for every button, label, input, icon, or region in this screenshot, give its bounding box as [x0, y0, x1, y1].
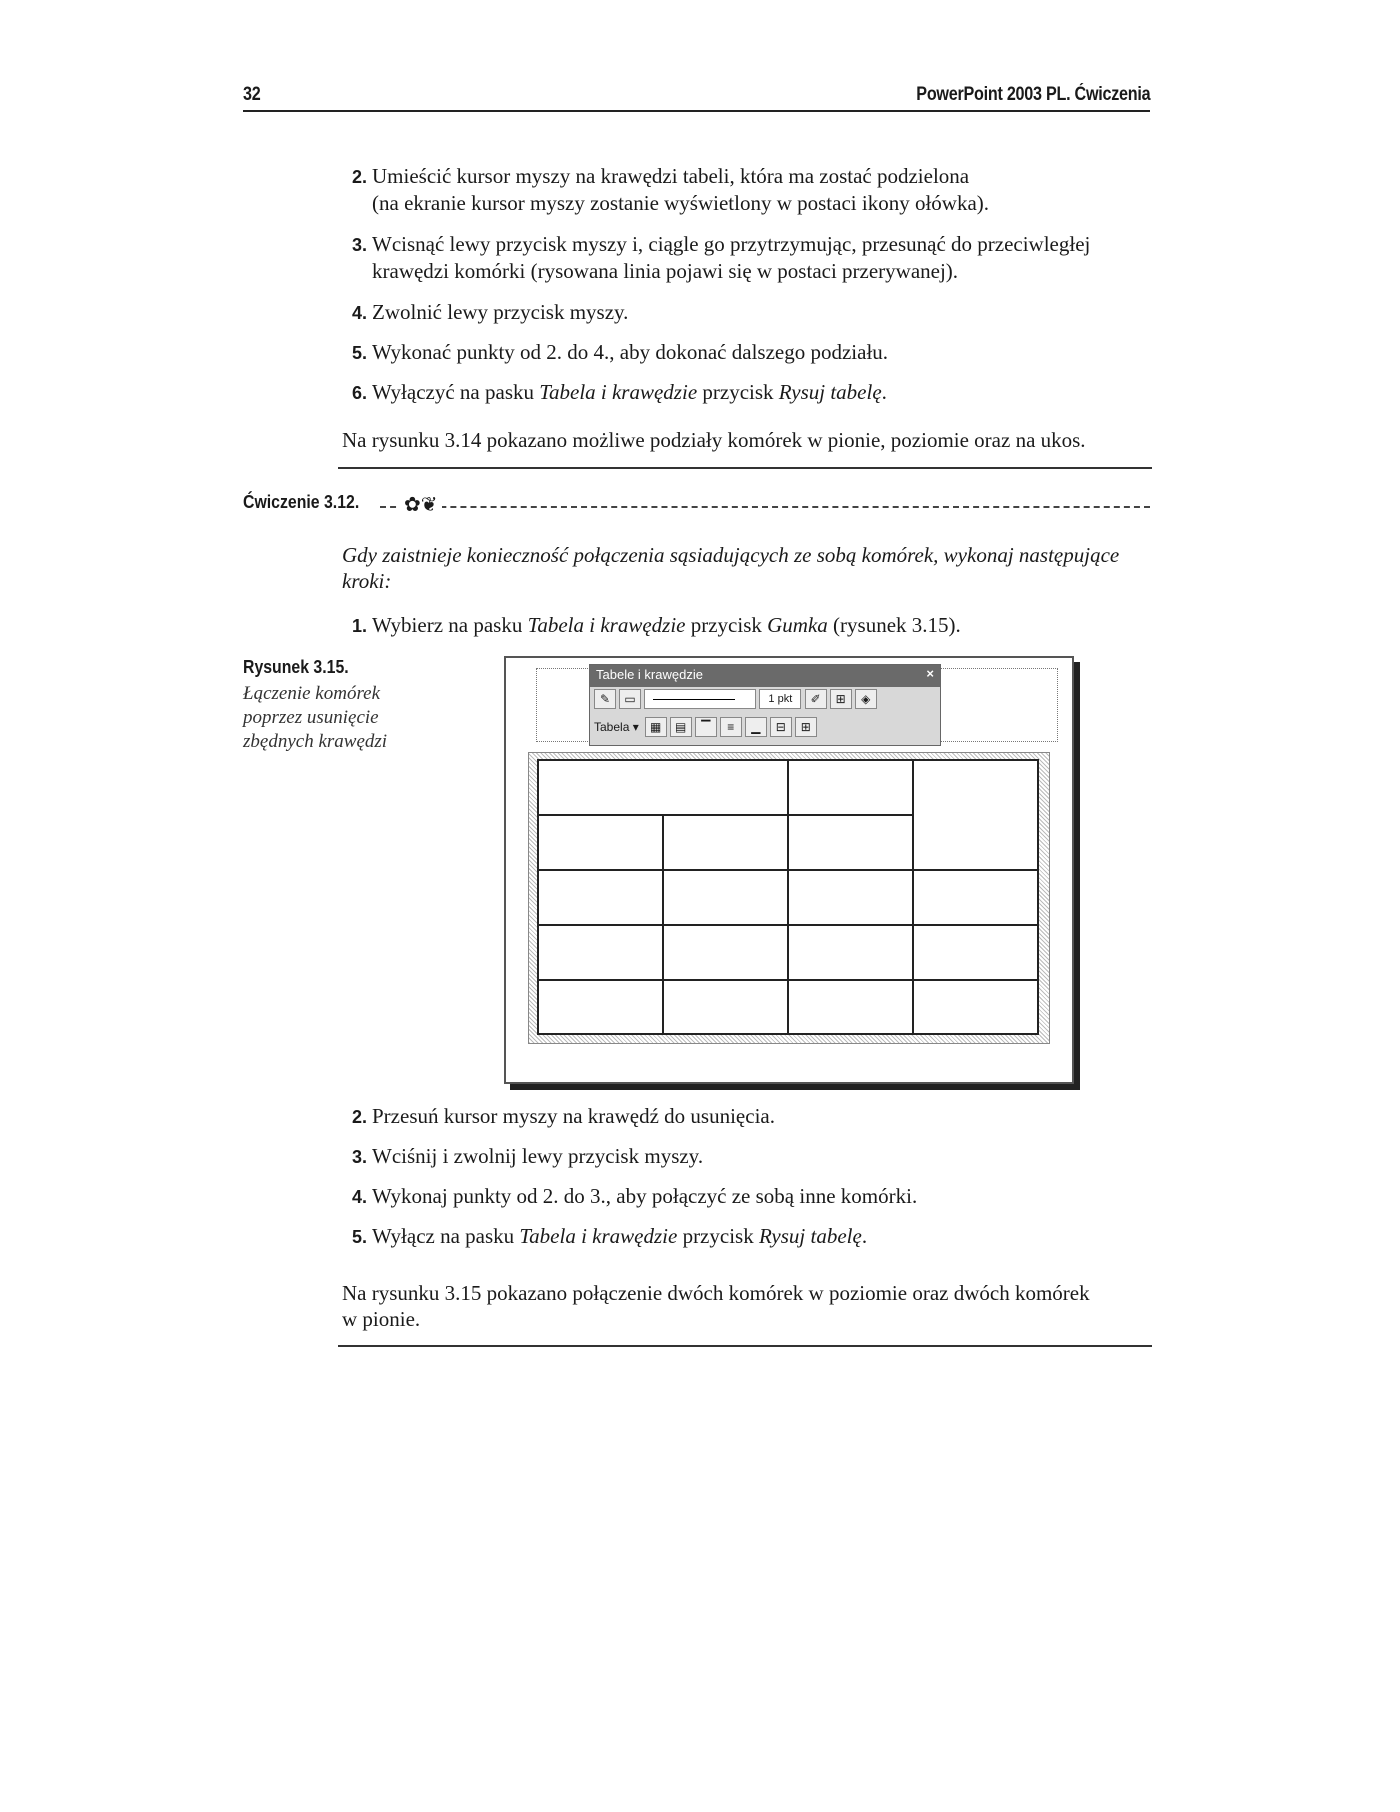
step-text: .	[861, 1224, 868, 1248]
align-bottom-icon[interactable]: ▁	[745, 717, 767, 737]
step-text: Zwolnić lewy przycisk myszy.	[372, 300, 629, 324]
step-6-top	[352, 379, 1152, 406]
toolbar-titlebar	[590, 665, 940, 687]
table-grid	[537, 759, 1039, 1035]
step-3-bottom	[352, 1143, 1152, 1170]
step-4-bottom	[352, 1183, 1152, 1210]
pencil-icon[interactable]: ✎	[594, 689, 616, 709]
line-weight-select[interactable]: 1 pkt	[759, 689, 801, 709]
paragraph-line-1: Na rysunku 3.15 pokazano połączenie dwóch komórek w poziomie oraz dwóch komórek	[342, 1281, 1090, 1305]
step-number: 3.	[352, 235, 368, 255]
step-4-top	[352, 299, 1152, 326]
button-name: Rysuj tabelę	[778, 380, 882, 404]
step-text: przycisk	[677, 1224, 759, 1248]
toolbar-title: Tabele i krawędzie	[596, 667, 703, 682]
paragraph-fig-3-15	[342, 1280, 1152, 1332]
step-3-top	[352, 231, 1152, 284]
insert-table-icon[interactable]: ▦	[645, 717, 667, 737]
table[interactable]	[537, 759, 1039, 1035]
step-number: 4.	[352, 1187, 368, 1207]
book-title: PowerPoint 2003 PL. Ćwiczenia	[915, 84, 1150, 105]
fill-color-icon[interactable]: ◈	[855, 689, 877, 709]
step-text: Umieścić kursor myszy na krawędzi tabeli, która ma zostać podzielona	[372, 164, 970, 188]
distribute-rows-icon[interactable]: ⊟	[770, 717, 792, 737]
step-2-bottom	[352, 1103, 1152, 1130]
exercise-intro: Gdy zaistnieje konieczność połączenia sąsiadujących ze sobą komórek, wykonaj następujące kroki:	[342, 543, 1120, 593]
table-menu[interactable]: Tabela ▾	[594, 720, 639, 734]
toolbar-name: Tabela i krawędzie	[527, 613, 686, 637]
eraser-icon[interactable]: ▭	[619, 689, 641, 709]
exercise-ornament: ✿❦	[400, 492, 442, 517]
border-color-icon[interactable]: ✐	[805, 689, 827, 709]
toolbar-row-1	[594, 689, 880, 711]
section-divider-bottom	[338, 1345, 1152, 1347]
figure-caption: Łączenie komórek poprzez usunięcie zbędnych krawędzi	[243, 683, 388, 752]
line-style-select[interactable]	[644, 689, 756, 709]
button-name: Gumka	[767, 613, 828, 637]
step-text: Wybierz na pasku	[372, 613, 528, 637]
toolbar-name: Tabela i krawędzie	[539, 380, 698, 404]
step-text: Wykonaj punkty od 2. do 3., aby połączyć ze sobą inne komórki.	[372, 1184, 918, 1208]
toolbar-row-2	[594, 717, 820, 739]
step-number: 2.	[352, 1107, 368, 1127]
step-text: przycisk	[697, 380, 779, 404]
step-text: przycisk	[685, 613, 768, 637]
toolbar-name: Tabela i krawędzie	[519, 1224, 678, 1248]
step-number: 5.	[352, 1227, 368, 1247]
step-text: Wyłączyć na pasku	[372, 380, 540, 404]
page-number: 32	[243, 84, 261, 105]
step-2-top	[352, 163, 1152, 216]
distribute-columns-icon[interactable]: ⊞	[795, 717, 817, 737]
page-header	[243, 84, 1150, 112]
figure-label: Rysunek 3.15.	[243, 657, 349, 677]
tables-borders-toolbar	[589, 664, 941, 746]
paragraph-line-2: w pionie.	[342, 1307, 421, 1331]
paragraph-fig-3-14: Na rysunku 3.14 pokazano możliwe podziały komórek w pionie, poziomie oraz na ukos.	[342, 428, 1086, 452]
align-top-icon[interactable]: ▔	[695, 717, 717, 737]
step-text: Wyłącz na pasku	[372, 1224, 520, 1248]
section-divider	[338, 467, 1152, 469]
step-5-bottom	[352, 1223, 1152, 1250]
borders-icon[interactable]: ⊞	[830, 689, 852, 709]
step-text: Wykonać punkty od 2. do 4., aby dokonać dalszego podziału.	[372, 340, 889, 364]
step-text: Wcisnąć lewy przycisk myszy i, ciągle go przytrzymując, przesunąć do przeciwległej	[372, 232, 1091, 256]
step-5-top	[352, 339, 1152, 366]
merge-cells-icon[interactable]: ▤	[670, 717, 692, 737]
exercise-label: Ćwiczenie 3.12.	[243, 492, 360, 512]
figure-screenshot	[504, 656, 1074, 1084]
step-number: 3.	[352, 1147, 368, 1167]
step-text: Przesuń kursor myszy na krawędź do usunięcia.	[372, 1104, 775, 1128]
step-number: 4.	[352, 303, 368, 323]
exercise-dashed-line	[380, 506, 1150, 508]
step-text: (rysunek 3.15).	[827, 613, 961, 637]
step-text: .	[881, 380, 887, 404]
step-number: 2.	[352, 167, 368, 187]
step-number: 1.	[352, 616, 368, 636]
close-icon[interactable]: ×	[926, 666, 934, 681]
button-name: Rysuj tabelę	[758, 1224, 862, 1248]
step-text-continued: (na ekranie kursor myszy zostanie wyświetlony w postaci ikony ołówka).	[372, 191, 990, 215]
step-1	[352, 612, 1152, 639]
step-number: 5.	[352, 343, 368, 363]
table-selection-frame	[528, 752, 1050, 1044]
step-text: Wciśnij i zwolnij lewy przycisk myszy.	[372, 1144, 704, 1168]
align-middle-icon[interactable]: ≡	[720, 717, 742, 737]
step-text-continued: krawędzi komórki (rysowana linia pojawi się w postaci przerywanej).	[372, 259, 959, 283]
step-number: 6.	[352, 383, 368, 403]
